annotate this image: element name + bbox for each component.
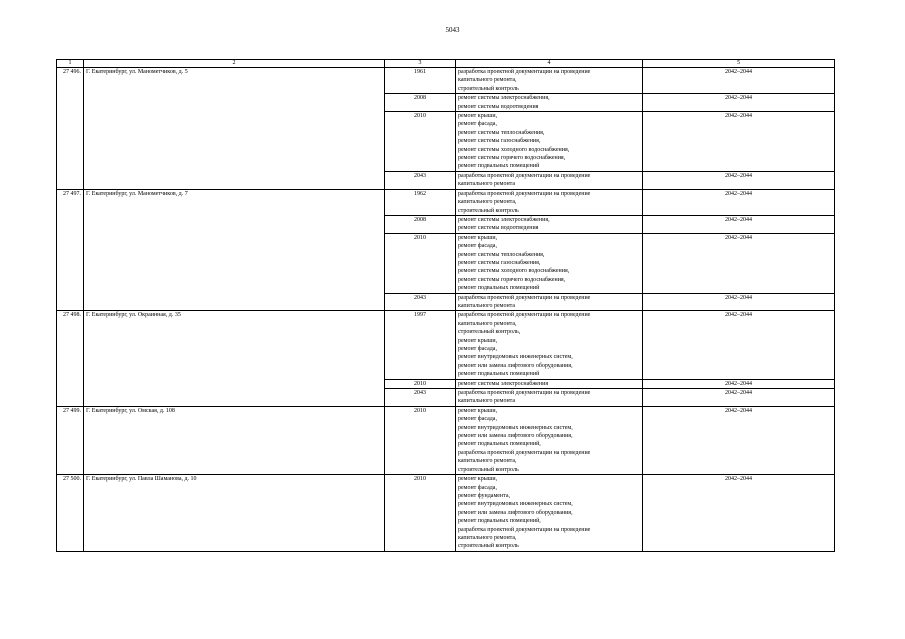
work-item: ремонт фундамента, bbox=[458, 492, 510, 499]
column-header: 3 bbox=[385, 60, 456, 68]
work-item: капитального ремонта, bbox=[458, 320, 517, 327]
works-cell bbox=[456, 94, 643, 112]
work-item: ремонт фасада, bbox=[458, 484, 497, 491]
work-item: ремонт крыши, bbox=[458, 234, 498, 241]
work-item: разработка проектной документации на проведение bbox=[458, 390, 591, 397]
year-cell: 1962 bbox=[385, 189, 456, 215]
building-address: Г. Екатеринбург, ул. Манометчиков, д. 7 bbox=[84, 189, 385, 311]
work-item: ремонт крыши, bbox=[458, 407, 498, 414]
planned-period-cell: 2042–2044 bbox=[643, 68, 835, 94]
year-cell: 2008 bbox=[385, 94, 456, 112]
building-address: Г. Екатеринбург, ул. Павла Шаманова, д. 10 bbox=[84, 475, 385, 552]
row-number: 27 497. bbox=[57, 189, 84, 311]
table-header-row bbox=[57, 60, 835, 68]
work-item: ремонт крыши, bbox=[458, 113, 498, 120]
work-item: ремонт внутридомовых инженерных систем, bbox=[458, 424, 573, 431]
work-item: ремонт фасада, bbox=[458, 346, 497, 352]
repair-schedule-table bbox=[56, 59, 835, 552]
works-cell bbox=[456, 112, 643, 172]
work-item: ремонт подвальных помещений bbox=[458, 371, 540, 378]
work-item: разработка проектной документации на проведение bbox=[458, 190, 591, 197]
year-cell: 2010 bbox=[385, 112, 456, 172]
year-cell: 2010 bbox=[385, 475, 456, 552]
work-item: ремонт подвальных помещений, bbox=[458, 518, 541, 525]
year-cell: 2043 bbox=[385, 293, 456, 311]
planned-period-cell: 2042–2044 bbox=[643, 406, 835, 474]
work-item: ремонт фасада, bbox=[458, 416, 497, 423]
work-item: разработка проектной документации на проведение bbox=[458, 312, 591, 319]
table-row bbox=[57, 311, 835, 379]
work-item: капитального ремонта, bbox=[458, 199, 517, 206]
work-item: ремонт фасада, bbox=[458, 121, 497, 128]
page-number: 5043 bbox=[445, 26, 460, 34]
row-number: 27 500. bbox=[57, 475, 84, 552]
work-item: ремонт системы водоотведения bbox=[458, 103, 539, 110]
planned-period-cell: 2042–2044 bbox=[643, 379, 835, 388]
work-item: ремонт системы газоснабжения, bbox=[458, 259, 541, 266]
work-item: разработка проектной документации на проведение bbox=[458, 294, 591, 301]
works-cell bbox=[456, 406, 643, 474]
row-number: 27 499. bbox=[57, 406, 84, 474]
planned-period-cell: 2042–2044 bbox=[643, 112, 835, 172]
work-item: разработка проектной документации на проведение bbox=[458, 172, 591, 179]
building-address: Г. Екатеринбург, ул. Омская, д. 108 bbox=[84, 406, 385, 474]
work-item: ремонт системы горячего водоснабжения, bbox=[458, 276, 566, 283]
work-item: строительный контроль bbox=[458, 207, 519, 214]
year-cell: 1997 bbox=[385, 311, 456, 379]
column-header: 2 bbox=[84, 60, 385, 68]
table-row bbox=[57, 68, 835, 94]
year-cell: 2010 bbox=[385, 233, 456, 293]
column-header: 1 bbox=[57, 60, 84, 68]
works-cell bbox=[456, 311, 643, 379]
work-item: капитального ремонта, bbox=[458, 458, 517, 465]
work-item: ремонт системы холодного водоснабжения, bbox=[458, 268, 570, 275]
work-item: ремонт фасада, bbox=[458, 243, 497, 250]
planned-period-cell: 2042–2044 bbox=[643, 171, 835, 189]
work-item: ремонт системы теплоснабжения, bbox=[458, 129, 545, 136]
work-item: ремонт или замена лифтового оборудования, bbox=[458, 433, 573, 440]
work-item: ремонт подвальных помещений, bbox=[458, 441, 541, 448]
work-item: ремонт системы электроснабжения, bbox=[458, 95, 550, 102]
planned-period-cell: 2042–2044 bbox=[643, 389, 835, 407]
planned-period-cell: 2042–2044 bbox=[643, 293, 835, 311]
building-address: Г. Екатеринбург, ул. Манометчиков, д. 5 bbox=[84, 68, 385, 190]
works-cell bbox=[456, 68, 643, 94]
column-header: 4 bbox=[456, 60, 643, 68]
work-item: ремонт системы электроснабжения bbox=[458, 380, 549, 387]
year-cell: 2010 bbox=[385, 406, 456, 474]
work-item: ремонт или замена лифтового оборудования, bbox=[458, 362, 573, 369]
work-item: ремонт подвальных помещений bbox=[458, 285, 540, 292]
work-item: капитального ремонта bbox=[458, 398, 516, 405]
planned-period-cell: 2042–2044 bbox=[643, 94, 835, 112]
works-cell bbox=[456, 293, 643, 311]
planned-period-cell: 2042–2044 bbox=[643, 233, 835, 293]
table-row bbox=[57, 475, 835, 552]
planned-period-cell: 2042–2044 bbox=[643, 215, 835, 233]
works-cell bbox=[456, 189, 643, 215]
table-row bbox=[57, 406, 835, 474]
works-cell bbox=[456, 233, 643, 293]
year-cell: 2043 bbox=[385, 171, 456, 189]
works-cell bbox=[456, 215, 643, 233]
year-cell: 2008 bbox=[385, 215, 456, 233]
work-item: капитального ремонта bbox=[458, 302, 516, 309]
works-cell bbox=[456, 389, 643, 407]
planned-period-cell: 2042–2044 bbox=[643, 311, 835, 379]
work-item: капитального ремонта, bbox=[458, 534, 517, 541]
work-item: ремонт внутридомовых инженерных систем, bbox=[458, 501, 573, 508]
building-address: Г. Екатеринбург, ул. Окраинная, д. 35 bbox=[84, 311, 385, 406]
planned-period-cell: 2042–2044 bbox=[643, 475, 835, 552]
work-item: ремонт или замена лифтового оборудования, bbox=[458, 509, 573, 516]
work-item: ремонт системы холодного водоснабжения, bbox=[458, 146, 570, 153]
year-cell: 2010 bbox=[385, 379, 456, 388]
row-number: 27 496. bbox=[57, 68, 84, 190]
work-item: ремонт крыши, bbox=[458, 337, 498, 344]
work-item: капитального ремонта bbox=[458, 181, 516, 188]
column-header: 5 bbox=[643, 60, 835, 68]
work-item: строительный контроль bbox=[458, 543, 519, 550]
work-item: капитального ремонта, bbox=[458, 77, 517, 84]
works-cell bbox=[456, 171, 643, 189]
work-item: ремонт системы водоотведения bbox=[458, 225, 539, 232]
work-item: ремонт системы горячего водоснабжения, bbox=[458, 155, 566, 162]
work-item: строительный контроль bbox=[458, 85, 519, 92]
work-item: разработка проектной документации на проведение bbox=[458, 526, 591, 533]
work-item: строительный контроль, bbox=[458, 329, 521, 336]
work-item: разработка проектной документации на проведение bbox=[458, 449, 591, 456]
work-item: ремонт системы газоснабжения, bbox=[458, 138, 541, 145]
table-body bbox=[57, 68, 835, 552]
works-cell bbox=[456, 379, 643, 388]
work-item: ремонт системы теплоснабжения, bbox=[458, 251, 545, 258]
table-row bbox=[57, 189, 835, 215]
year-cell: 1961 bbox=[385, 68, 456, 94]
work-item: ремонт системы электроснабжения, bbox=[458, 216, 550, 223]
work-item: ремонт подвальных помещений bbox=[458, 163, 540, 170]
work-item: ремонт крыши, bbox=[458, 476, 498, 483]
row-number: 27 498. bbox=[57, 311, 84, 406]
work-item: строительный контроль bbox=[458, 466, 519, 473]
year-cell: 2043 bbox=[385, 389, 456, 407]
planned-period-cell: 2042–2044 bbox=[643, 189, 835, 215]
works-cell bbox=[456, 475, 643, 552]
work-item: ремонт внутридомовых инженерных систем, bbox=[458, 354, 573, 361]
work-item: разработка проектной документации на проведение bbox=[458, 69, 591, 75]
